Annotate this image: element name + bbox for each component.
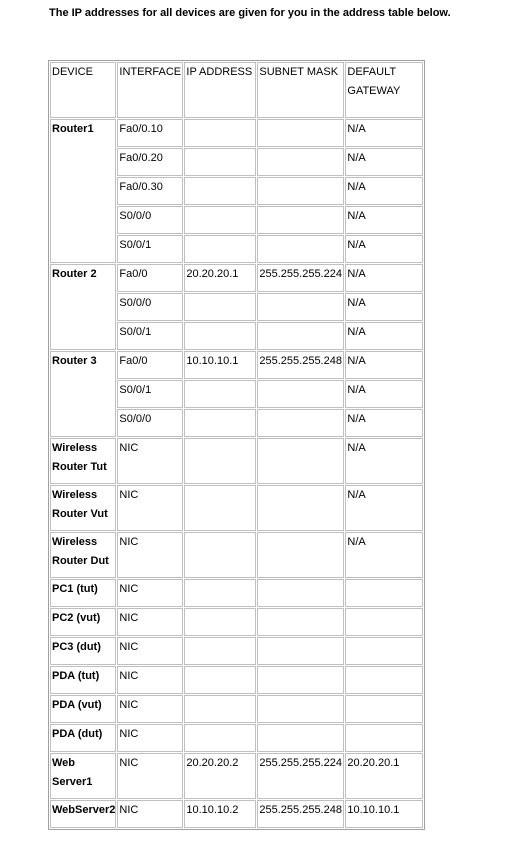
cell-interface: NIC: [117, 637, 183, 665]
cell-gateway: N/A: [345, 380, 423, 408]
cell-interface: Fa0/0.10: [117, 119, 183, 147]
cell-ip: [184, 666, 256, 694]
cell-mask: [257, 724, 344, 752]
cell-gateway: [345, 637, 423, 665]
cell-interface: Fa0/0.30: [117, 177, 183, 205]
cell-ip: [184, 608, 256, 636]
cell-gateway: N/A: [345, 119, 423, 147]
cell-ip: [184, 724, 256, 752]
cell-mask: [257, 438, 344, 484]
cell-ip: [184, 235, 256, 263]
cell-ip: [184, 177, 256, 205]
cell-ip: [184, 206, 256, 234]
cell-interface: NIC: [117, 800, 183, 828]
cell-interface: S0/0/0: [117, 206, 183, 234]
device-pc2: PC2 (vut): [50, 608, 116, 636]
device-router3: Router 3: [50, 351, 116, 437]
cell-interface: NIC: [117, 753, 183, 799]
cell-mask: [257, 293, 344, 321]
cell-gateway: [345, 666, 423, 694]
cell-ip: [184, 293, 256, 321]
device-line1: Wireless: [52, 536, 98, 548]
table-row: [50, 264, 423, 292]
device-wireless-router-dut: [50, 532, 116, 578]
header-gateway-line2: GATEWAY: [347, 85, 401, 97]
cell-gateway: N/A: [345, 409, 423, 437]
table-row: [50, 351, 423, 379]
cell-mask: [257, 695, 344, 723]
cell-mask: 255.255.255.224: [257, 264, 344, 292]
cell-ip: 20.20.20.1: [184, 264, 256, 292]
cell-mask: [257, 177, 344, 205]
cell-interface: NIC: [117, 724, 183, 752]
cell-ip: 10.10.10.2: [184, 800, 256, 828]
cell-gateway: N/A: [345, 322, 423, 350]
cell-mask: 255.255.255.248: [257, 351, 344, 379]
cell-ip: [184, 695, 256, 723]
cell-interface: NIC: [117, 695, 183, 723]
cell-interface: NIC: [117, 485, 183, 531]
cell-interface: NIC: [117, 532, 183, 578]
cell-ip: 10.10.10.1: [184, 351, 256, 379]
header-interface: INTERFACE: [117, 62, 183, 118]
cell-gateway: N/A: [345, 438, 423, 484]
cell-interface: NIC: [117, 666, 183, 694]
header-default-gateway: [345, 62, 423, 118]
cell-gateway: 20.20.20.1: [345, 753, 423, 799]
cell-ip: [184, 485, 256, 531]
table-row: [50, 695, 423, 723]
cell-mask: [257, 380, 344, 408]
cell-interface: S0/0/1: [117, 235, 183, 263]
cell-ip: [184, 637, 256, 665]
cell-gateway: N/A: [345, 235, 423, 263]
cell-mask: [257, 322, 344, 350]
table-row: [50, 579, 423, 607]
cell-ip: 20.20.20.2: [184, 753, 256, 799]
cell-interface: Fa0/0.20: [117, 148, 183, 176]
cell-gateway: [345, 695, 423, 723]
cell-mask: [257, 409, 344, 437]
device-web-server2: WebServer2: [50, 800, 116, 828]
device-line1: Web: [52, 757, 76, 769]
cell-ip: [184, 119, 256, 147]
device-line1: Wireless: [52, 489, 98, 501]
intro-text: The IP addresses for all devices are given for you in the address table below.: [49, 7, 451, 19]
device-line2: Router Vut: [52, 508, 108, 520]
cell-mask: 255.255.255.248: [257, 800, 344, 828]
cell-gateway: N/A: [345, 485, 423, 531]
cell-interface: S0/0/1: [117, 380, 183, 408]
cell-mask: [257, 485, 344, 531]
table-row: [50, 608, 423, 636]
cell-interface: Fa0/0: [117, 264, 183, 292]
device-router2: Router 2: [50, 264, 116, 350]
table-row: [50, 532, 423, 578]
cell-gateway: N/A: [345, 293, 423, 321]
header-ip-address: IP ADDRESS: [184, 62, 256, 118]
device-router1: Router1: [50, 119, 116, 263]
header-row: [50, 62, 423, 118]
cell-mask: [257, 148, 344, 176]
device-pc1: PC1 (tut): [50, 579, 116, 607]
table-row: [50, 485, 423, 531]
table-row: [50, 724, 423, 752]
table-row: [50, 637, 423, 665]
cell-ip: [184, 532, 256, 578]
cell-gateway: [345, 608, 423, 636]
cell-interface: S0/0/0: [117, 409, 183, 437]
cell-mask: [257, 608, 344, 636]
cell-gateway: N/A: [345, 177, 423, 205]
cell-ip: [184, 380, 256, 408]
device-line2: Server1: [52, 776, 93, 788]
device-line2: Router Dut: [52, 555, 109, 567]
device-web-server1: [50, 753, 116, 799]
device-wireless-router-vut: [50, 485, 116, 531]
cell-interface: NIC: [117, 579, 183, 607]
cell-mask: [257, 666, 344, 694]
cell-interface: S0/0/0: [117, 293, 183, 321]
cell-interface: NIC: [117, 608, 183, 636]
cell-mask: 255.255.255.224: [257, 753, 344, 799]
cell-ip: [184, 148, 256, 176]
cell-mask: [257, 235, 344, 263]
cell-ip: [184, 579, 256, 607]
table-row: [50, 666, 423, 694]
table-row: [50, 753, 423, 799]
cell-gateway: N/A: [345, 264, 423, 292]
cell-mask: [257, 579, 344, 607]
address-table: [48, 60, 425, 830]
device-pc3: PC3 (dut): [50, 637, 116, 665]
cell-interface: NIC: [117, 438, 183, 484]
cell-gateway: N/A: [345, 532, 423, 578]
device-pda-tut: PDA (tut): [50, 666, 116, 694]
cell-gateway: N/A: [345, 148, 423, 176]
header-gateway-line1: DEFAULT: [347, 66, 397, 78]
cell-ip: [184, 438, 256, 484]
table-row: [50, 119, 423, 147]
cell-gateway: N/A: [345, 351, 423, 379]
header-subnet-mask: SUBNET MASK: [257, 62, 344, 118]
table-row: [50, 438, 423, 484]
table-row: [50, 800, 423, 828]
cell-ip: [184, 322, 256, 350]
cell-gateway: [345, 724, 423, 752]
device-pda-vut: PDA (vut): [50, 695, 116, 723]
cell-interface: S0/0/1: [117, 322, 183, 350]
cell-ip: [184, 409, 256, 437]
cell-mask: [257, 637, 344, 665]
device-line2: Router Tut: [52, 461, 107, 473]
cell-gateway: N/A: [345, 206, 423, 234]
header-device: DEVICE: [50, 62, 116, 118]
cell-gateway: [345, 579, 423, 607]
device-line1: Wireless: [52, 442, 98, 454]
cell-mask: [257, 532, 344, 578]
device-pda-dut: PDA (dut): [50, 724, 116, 752]
cell-mask: [257, 206, 344, 234]
cell-mask: [257, 119, 344, 147]
device-wireless-router-tut: [50, 438, 116, 484]
cell-interface: Fa0/0: [117, 351, 183, 379]
cell-gateway: 10.10.10.1: [345, 800, 423, 828]
